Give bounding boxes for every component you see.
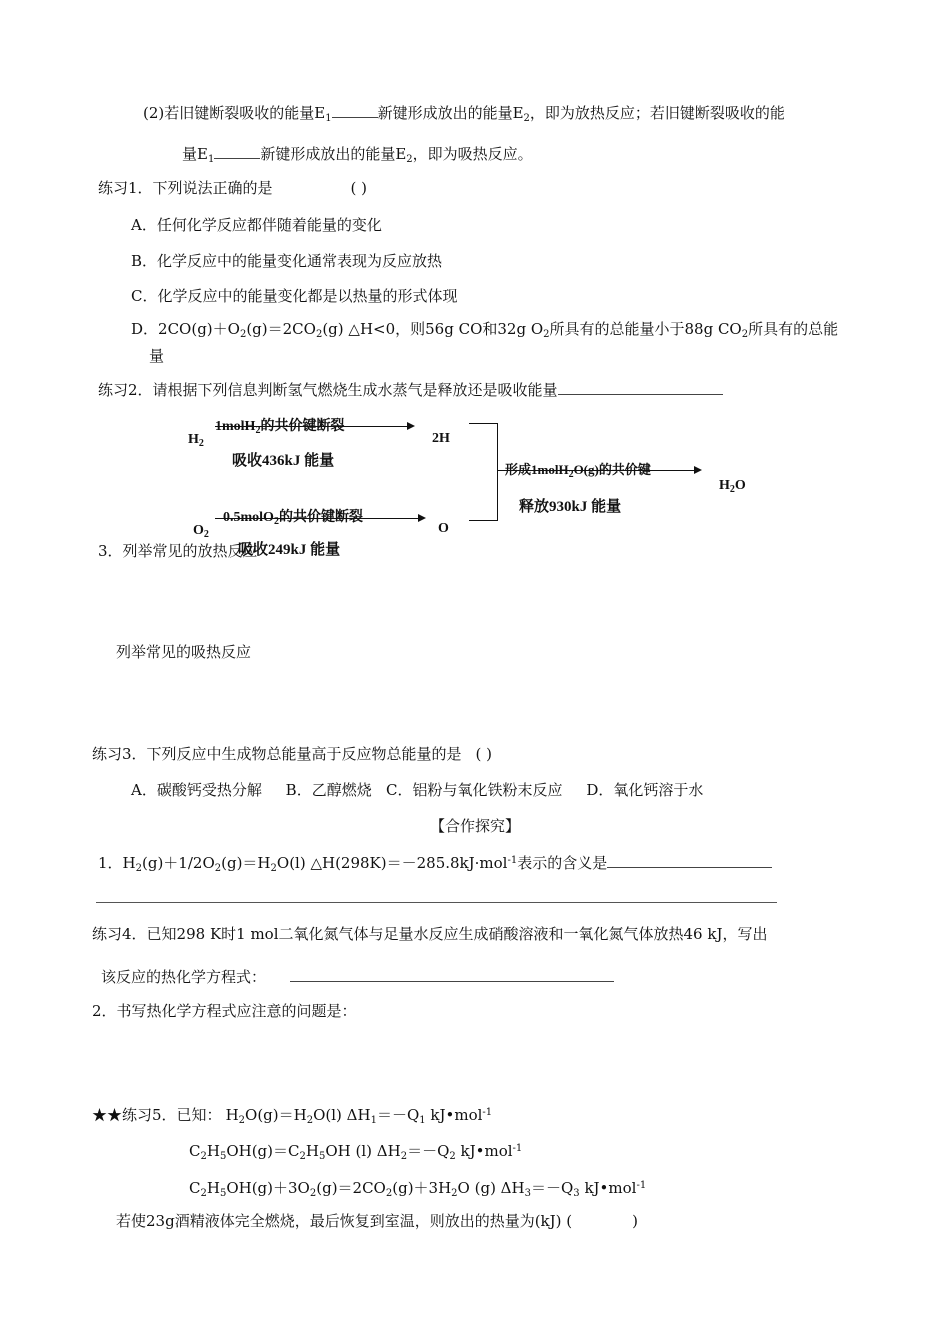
text: H <box>719 478 730 493</box>
text: H <box>305 1142 319 1160</box>
subscript: 5 <box>318 1151 326 1162</box>
subscript: 2 <box>200 1188 207 1199</box>
subscript: 2 <box>729 484 735 495</box>
section-title: 【合作探究】 <box>429 817 520 835</box>
q3-exothermic: 3．列举常见的放热反应 <box>98 542 258 560</box>
subscript: 2 <box>449 1151 456 1162</box>
energy-compare-line2 <box>182 143 533 170</box>
text: O <box>734 478 746 493</box>
answer-blank-coop1[interactable] <box>607 852 772 868</box>
exercise-3-stem <box>92 744 492 764</box>
text: ＝－Q <box>407 1142 450 1160</box>
answer-paren[interactable]: ( ) <box>350 179 368 197</box>
answer-blank-1[interactable] <box>332 102 378 118</box>
text: O(l) ΔH <box>313 1106 371 1124</box>
coop-q1 <box>98 851 772 879</box>
text: D．2CO(g)＋O <box>131 320 240 338</box>
text: 新键形成放出的能量E <box>377 104 524 122</box>
subscript: 1 <box>419 1115 426 1126</box>
text: kJ•mol <box>579 1179 637 1197</box>
exercise-5-eq3 <box>189 1176 646 1204</box>
subscript: 2 <box>741 329 749 340</box>
text: 该反应的热化学方程式： <box>101 968 267 986</box>
text: C <box>189 1179 201 1197</box>
text: 所具有的总能量小于88g CO <box>549 320 742 338</box>
text: O <box>193 523 204 538</box>
text: H <box>225 1106 239 1124</box>
text: 0.5molO <box>223 510 274 525</box>
subscript: 2 <box>568 469 574 480</box>
text: O(g)＝H <box>245 1106 307 1124</box>
exercise-5-question <box>116 1211 638 1231</box>
subscript: 2 <box>238 1115 246 1126</box>
subscript: 2 <box>306 1115 314 1126</box>
text: ) <box>632 1212 638 1230</box>
h2-label <box>188 431 204 453</box>
exercise-1-option-c: C．化学反应中的能量变化都是以热量的形式体现 <box>131 287 458 305</box>
exercise-1-option-b: B．化学反应中的能量变化通常表现为反应放热 <box>131 252 443 270</box>
text: 量E <box>182 145 208 163</box>
subscript: 2 <box>299 1151 306 1162</box>
arrow1-head-icon <box>407 422 415 430</box>
exercise-4-line2 <box>101 966 614 987</box>
exercise-4-stem: 练习4．已知298 K时1 mol二氧化氮气体与足量水反应生成硝酸溶液和一氧化氮气体放热46 kJ，写出 <box>92 925 768 943</box>
question-text: 练习3．下列反应中生成物总能量高于反应物总能量的是 <box>92 745 462 763</box>
o-atom-label: O <box>438 521 449 536</box>
arrow3-line <box>497 470 694 471</box>
h2o-label <box>719 477 746 499</box>
text: ＝－Q <box>376 1106 420 1124</box>
text: 练习5．已知： <box>122 1106 222 1124</box>
arrow3-head-icon <box>694 466 702 474</box>
subscript: 2 <box>523 113 530 124</box>
subscript: 3 <box>524 1188 531 1199</box>
superscript: -1 <box>512 1143 523 1154</box>
subscript: 2 <box>239 329 247 340</box>
exercise-1-stem <box>98 178 367 198</box>
superscript: -1 <box>482 1107 493 1118</box>
text: ，即为放热反应；若旧键断裂吸收的能 <box>529 104 785 122</box>
text: 形成1molH <box>505 462 569 477</box>
answer-blank-2[interactable] <box>214 143 260 159</box>
superscript: -1 <box>636 1180 647 1191</box>
text: C <box>189 1142 201 1160</box>
text: O (g) ΔH <box>457 1179 525 1197</box>
subscript: 2 <box>214 863 222 874</box>
subscript: 2 <box>315 329 323 340</box>
text: H <box>188 432 199 447</box>
text: OH(g)＋3O <box>226 1179 310 1197</box>
coop-q2: 2．书写热化学方程式应注意的问题是： <box>92 1002 357 1020</box>
subscript: 2 <box>198 438 204 449</box>
text: kJ•mol <box>455 1142 513 1160</box>
exercise-3-options: A．碳酸钙受热分解 B．乙醇燃烧 C．铝粉与氧化铁粉末反应 D．氧化钙溶于水 <box>131 781 704 799</box>
q3-endothermic: 列举常见的吸热反应 <box>116 643 252 661</box>
star-icon: ★★ <box>92 1106 123 1124</box>
subscript: 2 <box>451 1188 458 1199</box>
subscript: 3 <box>573 1188 580 1199</box>
text: O(g)的共价键 <box>573 462 651 477</box>
text: 所具有的总能 <box>748 320 839 338</box>
text: (2)若旧键断裂吸收的能量E <box>143 104 326 122</box>
text: OH (l) ΔH <box>325 1142 401 1160</box>
text: (g)＋1/2O <box>142 854 215 872</box>
answer-blank-ex4[interactable] <box>290 966 614 982</box>
exercise-1-option-d-cont: 量 <box>149 347 165 365</box>
question-text: 练习1．下列说法正确的是 <box>98 179 273 197</box>
text: 的共价键断裂 <box>278 510 363 525</box>
subscript: 2 <box>543 329 550 340</box>
subscript: 2 <box>135 863 142 874</box>
arrow1-label <box>215 418 344 440</box>
absorb-249-label: 吸收249kJ 能量 <box>238 542 341 558</box>
text: 1．H <box>98 854 136 872</box>
subscript: 5 <box>219 1151 227 1162</box>
text: (g)＝2CO <box>246 320 316 338</box>
subscript: 2 <box>270 863 277 874</box>
exercise-1-option-d <box>131 319 838 345</box>
exercise-2-stem <box>98 379 723 400</box>
two-h-label: 2H <box>432 431 450 446</box>
text: 1molH <box>215 419 256 434</box>
subscript: 2 <box>406 154 413 165</box>
subscript: 1 <box>325 113 332 124</box>
subscript: 2 <box>385 1188 393 1199</box>
text: ＝－Q <box>530 1179 574 1197</box>
subscript: 5 <box>219 1188 227 1199</box>
exercise-5-eq1-line <box>92 1103 492 1131</box>
answer-paren[interactable]: ( ) <box>475 745 493 763</box>
energy-compare-line1 <box>143 102 785 129</box>
text: 新键形成放出的能量E <box>260 145 407 163</box>
subscript: 2 <box>273 516 279 527</box>
arrow2-head-icon <box>418 514 426 522</box>
text: kJ•mol <box>425 1106 483 1124</box>
arrow2-line <box>215 518 418 519</box>
arrow2-label <box>223 509 363 531</box>
arrow1-line <box>215 426 407 427</box>
subscript: 2 <box>200 1151 207 1162</box>
superscript: -1 <box>507 855 518 866</box>
text: (g) △H<0，则56g CO和32g O <box>322 320 544 338</box>
bracket <box>469 423 498 521</box>
subscript: 1 <box>370 1115 377 1126</box>
text: O(l) △H(298K)＝－285.8kJ·mol <box>276 854 508 872</box>
text: (g)＝H <box>221 854 271 872</box>
text: OH(g)＝C <box>226 1142 300 1160</box>
question-text: 练习2．请根据下列信息判断氢气燃烧生成水蒸气是释放还是吸收能量 <box>98 381 558 399</box>
subscript: 1 <box>207 154 215 165</box>
text: ，即为吸热反应。 <box>412 145 533 163</box>
absorb-436-label: 吸收436kJ 能量 <box>232 453 335 469</box>
exercise-1-option-a: A．任何化学反应都伴随着能量的变化 <box>131 216 382 234</box>
text: (g)＋3H <box>392 1179 452 1197</box>
subscript: 2 <box>203 529 209 540</box>
subscript: 2 <box>255 425 261 436</box>
release-930-label: 释放930kJ 能量 <box>519 499 622 515</box>
text: H <box>206 1142 220 1160</box>
text: H <box>206 1179 220 1197</box>
answer-line-coop1[interactable] <box>96 902 777 903</box>
question-text: 若使23g酒精液体完全燃烧，最后恢复到室温，则放出的热量为(kJ) ( <box>116 1212 573 1230</box>
subscript: 2 <box>309 1188 317 1199</box>
exercise-5-eq2 <box>189 1139 522 1167</box>
answer-blank-ex2[interactable] <box>558 379 723 395</box>
text: 表示的含义是 <box>517 854 608 872</box>
text: 的共价键断裂 <box>260 419 345 434</box>
arrow3-label <box>505 461 651 484</box>
subscript: 2 <box>400 1151 408 1162</box>
text: (g)＝2CO <box>316 1179 386 1197</box>
